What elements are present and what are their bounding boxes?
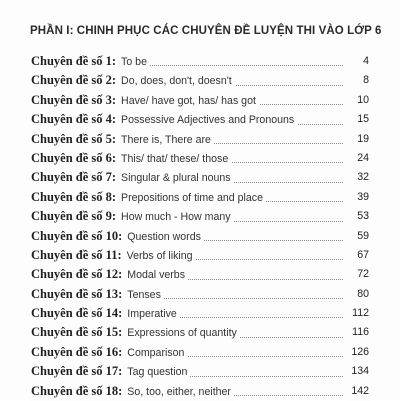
toc-entry-text — [31, 382, 234, 401]
toc-entry — [31, 52, 369, 71]
toc-entry-text — [31, 343, 187, 362]
toc-entry-page-number: 39 — [348, 188, 369, 207]
toc-entry-text — [31, 246, 196, 265]
toc-entry-label: Chuyên đề số 12: — [31, 267, 123, 282]
toc-entry — [31, 382, 369, 401]
toc-entry-label: Chuyên đề số 7: — [31, 170, 117, 185]
toc-entry-text — [31, 304, 180, 323]
toc-entry-topic: Comparison — [127, 346, 185, 359]
toc-entry — [31, 285, 369, 304]
toc-entry-topic: Prepositions of time and place — [121, 191, 263, 204]
toc-entry-page-number: 126 — [348, 343, 369, 362]
toc-entry-text — [31, 168, 234, 187]
section-title: PHẦN I: CHINH PHỤC CÁC CHUYÊN ĐỀ LUYỆN THI VÀO LỚP 6 — [30, 25, 382, 37]
toc-entry-text — [31, 323, 240, 342]
toc-entry-text — [31, 362, 190, 381]
toc-entry-label: Chuyên đề số 5: — [31, 131, 117, 146]
toc-entry-text — [31, 91, 259, 110]
toc-entry-page-number: 80 — [348, 285, 369, 304]
table-of-contents — [31, 52, 369, 401]
toc-entry-page-number: 53 — [348, 207, 369, 226]
toc-entry-page-number: 116 — [348, 323, 369, 342]
toc-entry-topic: So, too, either, neither — [127, 385, 231, 398]
toc-entry-page-number: 72 — [348, 265, 369, 284]
toc-entry-topic: Question words — [127, 230, 201, 243]
toc-entry-page-number: 112 — [348, 304, 369, 323]
toc-entry-topic: Tenses — [127, 288, 161, 301]
toc-entry — [31, 246, 369, 265]
toc-entry-text — [31, 285, 164, 304]
toc-entry — [31, 304, 369, 323]
toc-entry-label: Chuyên đề số 1: — [31, 54, 117, 68]
toc-entry — [31, 343, 369, 362]
toc-entry-label: Chuyên đề số 18: — [31, 383, 123, 398]
toc-entry-topic: How much - How many — [121, 211, 231, 224]
toc-entry-topic: Verbs of liking — [126, 249, 193, 262]
toc-entry-page-number: 67 — [348, 246, 369, 265]
toc-entry-page-number: 134 — [348, 362, 369, 381]
toc-entry-page-number: 8 — [348, 71, 369, 90]
toc-entry-topic: Imperative — [127, 308, 177, 321]
toc-entry-text — [31, 149, 231, 168]
toc-entry — [31, 110, 369, 129]
toc-entry-label: Chuyên đề số 8: — [31, 189, 117, 204]
toc-entry-topic: Singular & plural nouns — [121, 172, 231, 185]
toc-entry-label: Chuyên đề số 13: — [31, 286, 123, 301]
toc-entry — [31, 188, 369, 207]
toc-entry-page-number: 4 — [348, 52, 369, 71]
toc-entry-label: Chuyên đề số 11: — [31, 247, 122, 262]
toc-entry-label: Chuyên đề số 10: — [31, 228, 123, 243]
toc-entry-topic: Do, does, don't, doesn't — [121, 75, 232, 88]
toc-entry — [31, 149, 369, 168]
toc-entry-topic: Expressions of quantity — [127, 327, 237, 340]
toc-entry-label: Chuyên đề số 2: — [31, 73, 117, 88]
toc-entry — [31, 91, 369, 110]
toc-entry-topic: Possessive Adjectives and Pronouns — [121, 114, 295, 127]
toc-entry-text — [31, 265, 188, 284]
toc-entry-text — [31, 110, 297, 129]
toc-entry-text — [31, 71, 235, 90]
toc-entry-label: Chuyên đề số 9: — [31, 209, 117, 224]
toc-entry-topic: There is, There are — [121, 133, 211, 146]
toc-entry-page-number: 59 — [348, 227, 369, 246]
toc-entry-page-number: 19 — [348, 130, 369, 149]
toc-entry — [31, 362, 369, 381]
toc-entry-label: Chuyên đề số 17: — [31, 364, 123, 379]
toc-entry-label: Chuyên đề số 4: — [31, 112, 117, 127]
toc-entry-text — [31, 52, 150, 71]
toc-entry-page-number: 24 — [348, 149, 369, 168]
toc-entry-label: Chuyên đề số 15: — [31, 325, 123, 340]
toc-entry-label: Chuyên đề số 3: — [31, 92, 117, 107]
toc-entry-label: Chuyên đề số 6: — [31, 150, 117, 165]
toc-entry-text — [31, 130, 214, 149]
toc-entry-topic: To be — [121, 56, 147, 68]
toc-entry-page-number: 142 — [348, 382, 369, 401]
toc-entry — [31, 130, 369, 149]
toc-entry-text — [31, 188, 266, 207]
toc-entry-page-number: 10 — [348, 91, 369, 110]
toc-entry — [31, 323, 369, 342]
toc-entry-text — [31, 227, 204, 246]
toc-entry-label: Chuyên đề số 14: — [31, 306, 123, 321]
toc-entry — [31, 168, 369, 187]
toc-entry — [31, 227, 369, 246]
toc-entry — [31, 71, 369, 90]
toc-entry-page-number: 32 — [348, 168, 369, 187]
toc-entry-topic: Modal verbs — [127, 269, 185, 282]
toc-entry-page-number: 15 — [348, 110, 369, 129]
toc-entry-label: Chuyên đề số 16: — [31, 344, 123, 359]
toc-entry — [31, 265, 369, 284]
toc-entry — [31, 207, 369, 226]
toc-entry-topic: This/ that/ these/ those — [121, 152, 229, 165]
toc-entry-topic: Have/ have got, has/ has got — [121, 94, 256, 107]
toc-entry-topic: Tag question — [127, 366, 188, 379]
toc-entry-text — [31, 207, 234, 226]
